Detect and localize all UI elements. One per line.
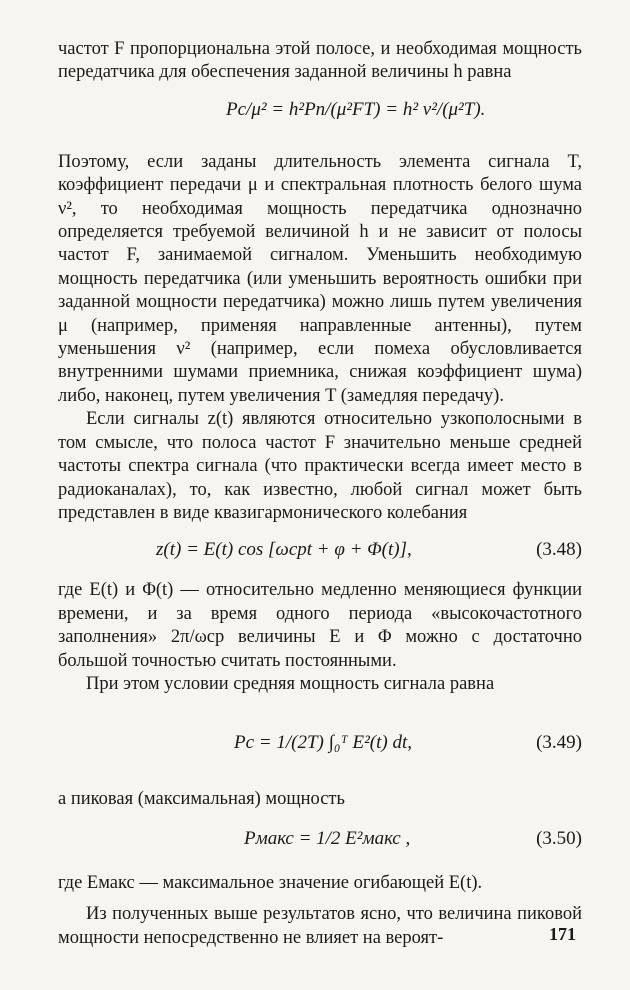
formula-3-50-text: Pмакс = 1/2 E²макс ,: [244, 827, 411, 849]
formula-power-ratio: [58, 95, 582, 141]
paragraph-7: где Eмакс — максимальное значение огибающей E(t).: [58, 872, 483, 893]
paragraph-5: При этом условии средняя мощность сигнала равна: [86, 673, 495, 694]
page-number: 171: [549, 924, 576, 944]
formula-3-48: [58, 533, 582, 571]
formula-3-48-text: z(t) = E(t) cos [ωсрt + φ + Φ(t)],: [156, 539, 412, 561]
formula-3-49: [58, 706, 582, 782]
paragraph-2: Поэтому, если заданы длительность элемента сигнала T, коэффициент передачи μ и спектральная плотность белого шума ν², то необходимая мощность передатчика однозначно определяется требуемой величиной h и не зависит от полосы частот F, занимаемой сигналом. Уменьшить необходимую мощность передатчика (или уменьшить вероятность ошибки при заданной мощности передатчика) можно лишь путем увеличения μ (например, применяя направленные антенны), путем уменьшения ν² (например, если помеха обусловливается внутренними шумами приемника, снижая коэффициент шума) либо, наконец, путем увеличения T (замедляя передачу).: [58, 151, 582, 406]
equation-number-3-48: (3.48): [536, 539, 582, 561]
paragraph-8: Из полученных выше результатов ясно, что величина пиковой мощности непосредственно не влияет на вероят-: [58, 904, 582, 948]
paragraph-3: Если сигналы z(t) являются относительно узкополосными в том смысле, что полоса частот F значительно меньше средней частоты спектра сигнала (что практически всегда имеет место в радиоканалах), то, как известно, любой сигнал может быть представлен в виде квазигармонического колебания: [58, 409, 582, 523]
formula-3-50: [58, 820, 582, 864]
equation-number-3-49: (3.49): [536, 732, 582, 754]
page-body: [58, 38, 582, 950]
paragraph-1: частот F пропорциональна этой полосе, и необходимая мощность передатчика для обеспечения заданной величины h равна: [58, 39, 582, 83]
paragraph-4: где E(t) и Φ(t) — относительно медленно меняющиеся функции времени, и за время одного периода «высокочастотного заполнения» 2π/ωср величины E и Φ можно с достаточно большой точностью считать постоянными.: [58, 580, 582, 671]
equation-number-3-50: (3.50): [536, 827, 582, 849]
paragraph-6: а пиковая (максимальная) мощность: [58, 789, 345, 810]
formula-power-ratio-text: Pс/μ² = h²Pп/(μ²FT) = h² ν²/(μ²T).: [226, 98, 486, 120]
formula-3-49-text: Pс = 1/(2T) ∫₀ᵀ E²(t) dt,: [234, 732, 413, 754]
